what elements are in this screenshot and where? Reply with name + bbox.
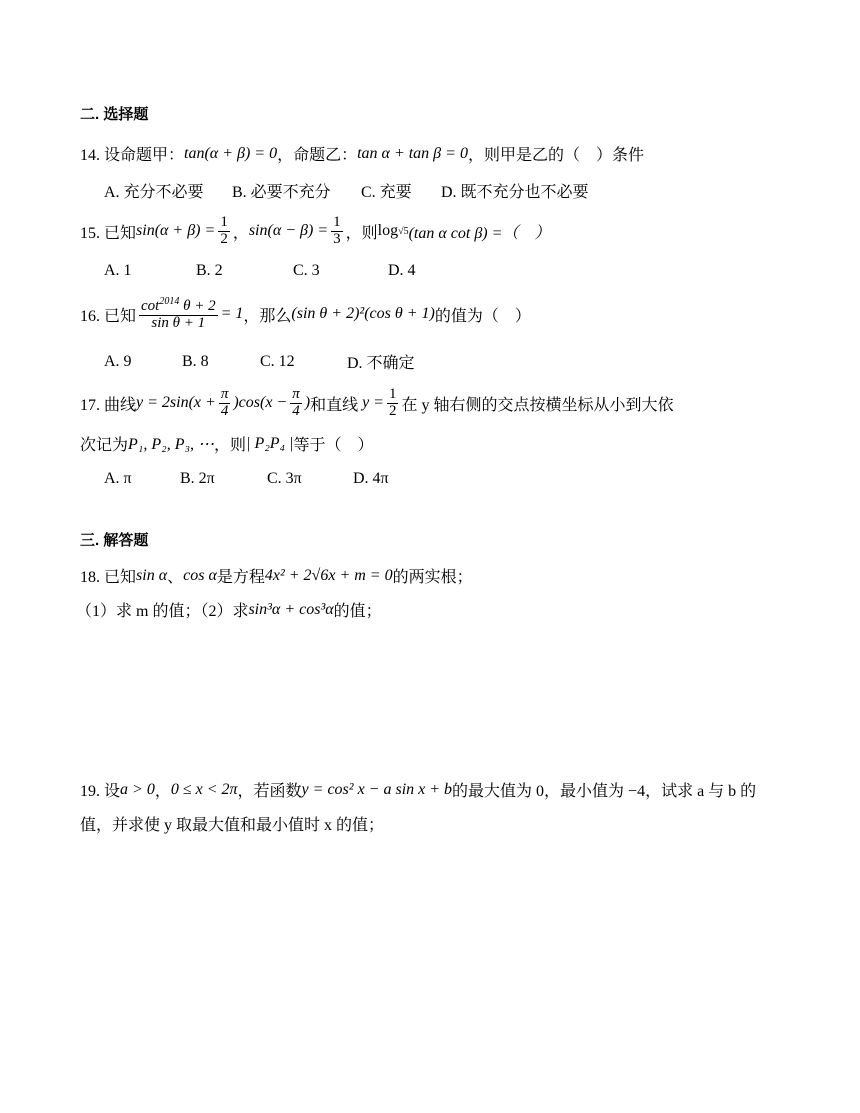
q18-line2-expr: sin³α + cos³α: [248, 600, 334, 618]
q17-stem-b: 和直线: [310, 396, 359, 414]
q16-frac-num: [139, 297, 218, 316]
q16-stem-a: 16. 已知: [80, 307, 137, 325]
q19-sep: ，: [154, 783, 171, 800]
q15-option-b[interactable]: B. 2: [196, 262, 223, 279]
q15-option-c[interactable]: C. 3: [293, 262, 320, 279]
q16-eq: = 1: [220, 305, 244, 322]
q17-half-num: 1: [388, 385, 397, 402]
q17-frac-half: [387, 387, 399, 420]
q17-frac-pi-a: [219, 387, 231, 420]
q16-options: [104, 350, 415, 373]
q18-line2: [76, 598, 382, 621]
q17-line2-c: 等于（ ）: [293, 437, 374, 454]
q17-pi-a: π: [220, 385, 229, 402]
q17-option-d[interactable]: D. 4π: [353, 470, 389, 487]
q14-expr-a: tan(α + β) = 0: [184, 144, 278, 162]
question-16: [80, 292, 531, 336]
q15-frac-a-den: 2: [220, 230, 228, 247]
q17-expr-a: y = 2sin(x +: [136, 394, 216, 411]
q16-option-c[interactable]: C. 12: [260, 352, 295, 370]
q15-options: [104, 262, 416, 280]
q15-frac-a: [218, 215, 230, 248]
q16-num-rest: θ + 2: [179, 297, 216, 314]
q14-stem-a: 14. 设命题甲：: [80, 147, 185, 164]
q15-log-base: √5: [398, 225, 409, 237]
q14-option-b[interactable]: B. 必要不充分: [232, 184, 331, 201]
q18-expr-b: cos α: [183, 566, 217, 584]
q18-stem-c: 的两实根；: [392, 569, 473, 586]
q16-num-cot: cot: [141, 297, 160, 314]
q17-line2-b: ，则: [214, 437, 247, 454]
q14-expr-b: tan α + tan β = 0: [357, 144, 468, 162]
q14-options: [104, 179, 589, 202]
q19-expr-a: a > 0: [120, 780, 155, 798]
q16-expr: (sin θ + 2)²(cos θ + 1): [291, 305, 435, 322]
question-19: [80, 778, 756, 801]
q19-stem-c: 的最大值为 0，最小值为 −4，试求 a 与 b 的: [452, 783, 757, 800]
q18-dun: 、: [167, 569, 184, 586]
q17-line2-expr2: | P₂P₄ |: [246, 434, 294, 452]
q19-stem-b: ，若函数: [237, 783, 302, 800]
question-15: [80, 211, 550, 251]
q17-four-b: 4: [292, 402, 300, 419]
section-title-choice: 二. 选择题: [80, 106, 149, 123]
q14-option-d[interactable]: D. 既不充分也不必要: [441, 184, 589, 201]
q16-option-d[interactable]: D. 不确定: [347, 355, 415, 372]
q15-stem-b: ，则: [345, 224, 378, 242]
q16-option-a[interactable]: A. 9: [104, 352, 132, 370]
q17-option-b[interactable]: B. 2π: [180, 470, 215, 487]
q17-expr-c: ): [304, 394, 311, 411]
q17-expr-d: y =: [362, 394, 384, 411]
q18-line2-text: （1）求 m 的值；（2）求: [76, 603, 249, 620]
q19-expr-b: 0 ≤ x < 2π: [170, 780, 238, 798]
q17-frac-pi-b: [290, 387, 302, 420]
q15-option-a[interactable]: A. 1: [104, 262, 132, 279]
q16-frac: [139, 297, 218, 332]
question-18: [80, 564, 473, 587]
q15-option-d[interactable]: D. 4: [388, 262, 416, 279]
q19-stem-a: 19. 设: [80, 783, 121, 800]
q17-four-a: 4: [220, 402, 229, 419]
q17-pi-b: π: [292, 385, 300, 402]
q14-option-c[interactable]: C. 充要: [361, 184, 412, 201]
q18-stem-a: 18. 已知: [80, 569, 137, 586]
q15-stem-a: 15. 已知: [80, 224, 137, 242]
section-title-answer: 三. 解答题: [80, 532, 149, 549]
q15-log: log: [377, 222, 399, 239]
q17-line2-expr: P₁, P₂, P₃, ⋯: [128, 435, 215, 453]
q14-stem-c: ，则甲是乙的（ ）条件: [467, 147, 644, 164]
q19-line2: [80, 812, 384, 835]
q16-option-b[interactable]: B. 8: [182, 352, 209, 370]
q15-frac-b: [331, 215, 343, 248]
q18-expr-c: 4x² + 2√6x + m = 0: [264, 566, 393, 584]
q15-expr-b: sin(α − β) =: [248, 222, 329, 239]
q15-frac-b-num: 1: [333, 213, 341, 230]
q16-stem-b: ，那么: [243, 307, 292, 325]
q17-half-den: 2: [388, 402, 397, 419]
q16-frac-den: sin θ + 1: [151, 314, 206, 331]
q17-option-c[interactable]: C. 3π: [267, 470, 302, 487]
q15-expr-a: sin(α + β) =: [136, 222, 216, 239]
q17-options: [104, 470, 389, 488]
q15-frac-b-den: 3: [333, 230, 341, 247]
q14-option-a[interactable]: A. 充分不必要: [104, 184, 204, 201]
q18-line2-end: 的值；: [333, 603, 382, 620]
question-17: [80, 381, 674, 425]
q16-stem-c: 的值为（ ）: [434, 307, 531, 325]
q15-expr-c: (tan α cot β) =（ ）: [408, 224, 551, 242]
question-14: [80, 142, 644, 165]
q17-option-a[interactable]: A. π: [104, 470, 132, 487]
q18-expr-a: sin α: [136, 566, 168, 584]
q14-stem-b: ，命题乙：: [277, 147, 358, 164]
q19-expr-c: y = cos² x − a sin x + b: [301, 780, 453, 798]
q17-line2: [80, 432, 374, 455]
q18-stem-b: 是方程: [216, 569, 265, 586]
q15-frac-a-num: 1: [220, 213, 228, 230]
q16-num-exp: 2014: [159, 295, 180, 307]
q15-sep: ，: [232, 224, 249, 242]
q17-expr-b: )cos(x −: [233, 394, 288, 411]
q17-stem-c: 在 y 轴右侧的交点按横坐标从小到大依: [401, 396, 674, 414]
q17-line2-a: 次记为: [80, 437, 129, 454]
q17-stem-a: 17. 曲线: [80, 396, 137, 414]
q19-line2-text: 值，并求使 y 取最大值和最小值时 x 的值；: [80, 817, 385, 834]
